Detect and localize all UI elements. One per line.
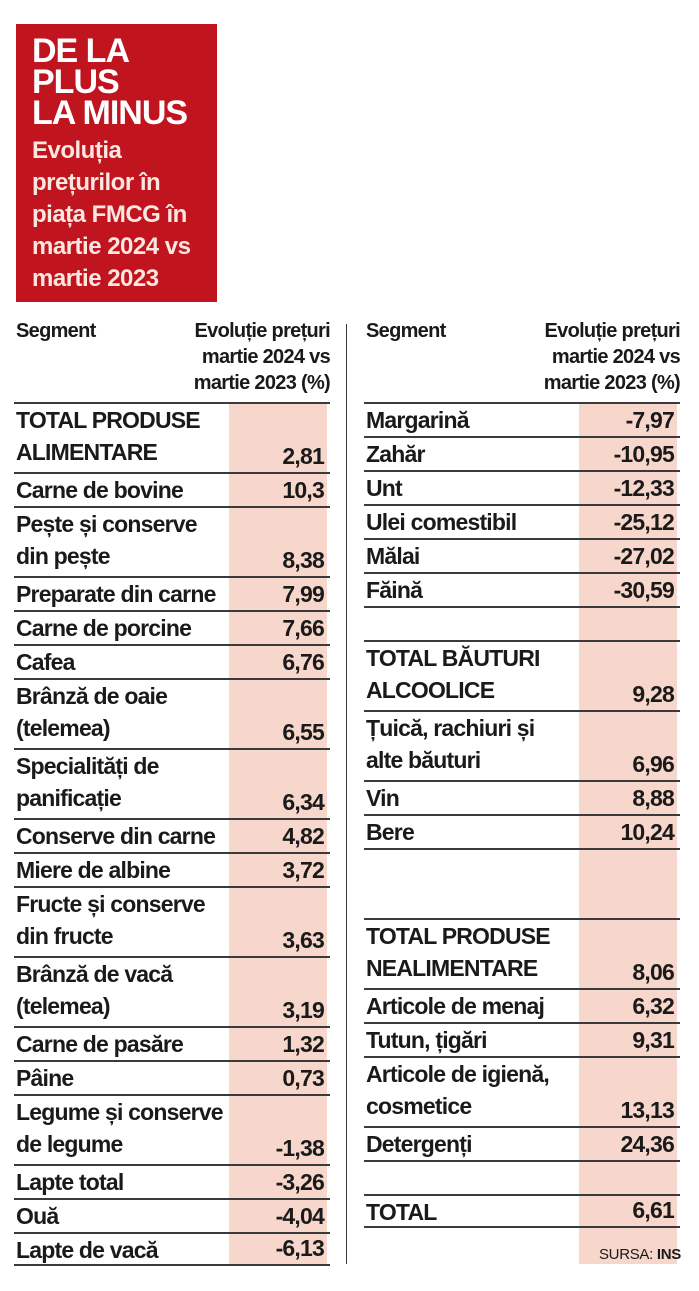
table-row (14, 644, 330, 678)
row-label: Țuică, rachiuri și alte băuturi (366, 715, 535, 773)
table-row (364, 572, 680, 606)
header-segment: Segment (366, 320, 446, 342)
row-value: 13,13 (620, 1097, 674, 1123)
row-label: Articole de igienă, cosmetice (366, 1061, 549, 1119)
table-row (14, 818, 330, 852)
column-divider (346, 324, 347, 1264)
table-row (14, 506, 330, 576)
table-body (364, 402, 680, 1228)
table-row (364, 780, 680, 814)
table-row-total (364, 1194, 680, 1228)
table-row (364, 988, 680, 1022)
price-table-right (364, 318, 680, 1228)
table-row (14, 678, 330, 748)
table-header (14, 318, 330, 402)
row-label: Miere de albine (16, 857, 171, 883)
table-row (14, 1164, 330, 1198)
table-body (14, 402, 330, 1266)
table-row-empty (364, 606, 680, 640)
row-label: Vin (366, 785, 399, 811)
row-label: Pâine (16, 1065, 74, 1091)
table-header (364, 318, 680, 402)
row-value: 8,88 (632, 785, 674, 811)
table-row (14, 886, 330, 956)
row-label: Zahăr (366, 441, 425, 467)
table-row (364, 710, 680, 780)
row-value: -10,95 (613, 441, 674, 467)
table-row (14, 1232, 330, 1266)
row-label: Conserve din carne (16, 823, 216, 849)
row-value: -7,97 (625, 407, 674, 433)
price-table-left (14, 318, 330, 1266)
table-row-empty (364, 1160, 680, 1194)
row-value: 0,73 (282, 1065, 324, 1091)
row-value: 9,31 (632, 1027, 674, 1053)
table-row (364, 504, 680, 538)
table-row (14, 610, 330, 644)
table-row (364, 814, 680, 848)
row-label: Tutun, țigări (366, 1027, 487, 1053)
header-evolution: Evoluție prețuri martie 2024 vs martie 2023 (%) (543, 320, 680, 394)
table-row (14, 852, 330, 886)
row-value: 3,19 (282, 997, 324, 1023)
table-row (14, 472, 330, 506)
table-row (14, 748, 330, 818)
row-value: -6,13 (275, 1235, 324, 1261)
row-label: Carne de bovine (16, 477, 183, 503)
row-label: Legume și conserve de legume (16, 1099, 223, 1157)
table-row (14, 1094, 330, 1164)
row-value: 7,66 (282, 615, 324, 641)
row-value: -30,59 (613, 577, 674, 603)
row-label: TOTAL (366, 1199, 437, 1225)
row-label: Cafea (16, 649, 75, 675)
row-value: 2,81 (282, 443, 324, 469)
row-value: 7,99 (282, 581, 324, 607)
row-value: -1,38 (275, 1135, 324, 1161)
source-label: SURSA: (598, 1246, 654, 1263)
row-value: -4,04 (275, 1203, 324, 1229)
row-label: Carne de porcine (16, 615, 192, 641)
row-label: TOTAL PRODUSE ALIMENTARE (16, 407, 200, 465)
row-value: 6,76 (282, 649, 324, 675)
row-label: Carne de pasăre (16, 1031, 183, 1057)
title-box (16, 24, 217, 302)
row-label: Brânză de vacă (telemea) (16, 961, 173, 1019)
row-label: Pește și conserve din pește (16, 511, 197, 569)
table-row (364, 402, 680, 436)
row-value: 8,06 (632, 959, 674, 985)
page-title: DE LA PLUS LA MINUS (32, 32, 188, 132)
row-value: 10,3 (282, 477, 324, 503)
table-row (14, 1198, 330, 1232)
row-label: Lapte de vacă (16, 1237, 158, 1263)
row-label: Ulei comestibil (366, 509, 517, 535)
table-row (14, 1026, 330, 1060)
row-label: TOTAL BĂUTURI ALCOOLICE (366, 645, 540, 703)
table-row (14, 402, 330, 472)
table-row (364, 1056, 680, 1126)
table-row (14, 1060, 330, 1094)
table-row (364, 1126, 680, 1160)
row-value: 9,28 (632, 681, 674, 707)
row-label: Ouă (16, 1203, 59, 1229)
row-value: 3,72 (282, 857, 324, 883)
row-label: Mălai (366, 543, 420, 569)
row-value: 6,61 (632, 1197, 674, 1223)
row-value: -27,02 (613, 543, 674, 569)
row-label: Preparate din carne (16, 581, 216, 607)
table-row-empty (364, 848, 680, 918)
row-value: 1,32 (282, 1031, 324, 1057)
row-label: Brânză de oaie (telemea) (16, 683, 168, 741)
table-row (364, 918, 680, 988)
row-label: Articole de menaj (366, 993, 545, 1019)
table-row (364, 436, 680, 470)
table-row (364, 640, 680, 710)
row-value: 4,82 (282, 823, 324, 849)
source-credit (599, 1246, 681, 1263)
page-subtitle: Evoluția prețurilor în piața FMCG în martie 2024 vs martie 2023 (32, 137, 191, 292)
table-row (364, 1022, 680, 1056)
row-value: 6,55 (282, 719, 324, 745)
table-row (364, 538, 680, 572)
row-value: -12,33 (613, 475, 674, 501)
row-label: Lapte total (16, 1169, 124, 1195)
row-value: 10,24 (620, 819, 674, 845)
row-value: 6,34 (282, 789, 324, 815)
row-value: 6,32 (632, 993, 674, 1019)
row-label: Unt (366, 475, 402, 501)
table-row (14, 576, 330, 610)
row-label: Fructe și conserve din fructe (16, 891, 205, 949)
source-name: INS (656, 1246, 681, 1263)
row-value: 8,38 (282, 547, 324, 573)
header-evolution: Evoluție prețuri martie 2024 vs martie 2023 (%) (193, 320, 330, 394)
row-value: -25,12 (613, 509, 674, 535)
table-row (14, 956, 330, 1026)
row-label: Detergenți (366, 1131, 472, 1157)
row-value: 6,96 (632, 751, 674, 777)
row-label: Margarină (366, 407, 469, 433)
header-segment: Segment (16, 320, 96, 342)
row-value: -3,26 (275, 1169, 324, 1195)
row-label: Făină (366, 577, 423, 603)
table-row (364, 470, 680, 504)
row-value: 24,36 (620, 1131, 674, 1157)
row-label: TOTAL PRODUSE NEALIMENTARE (366, 923, 550, 981)
row-label: Bere (366, 819, 414, 845)
row-label: Specialități de panificație (16, 753, 159, 811)
row-value: 3,63 (282, 927, 324, 953)
